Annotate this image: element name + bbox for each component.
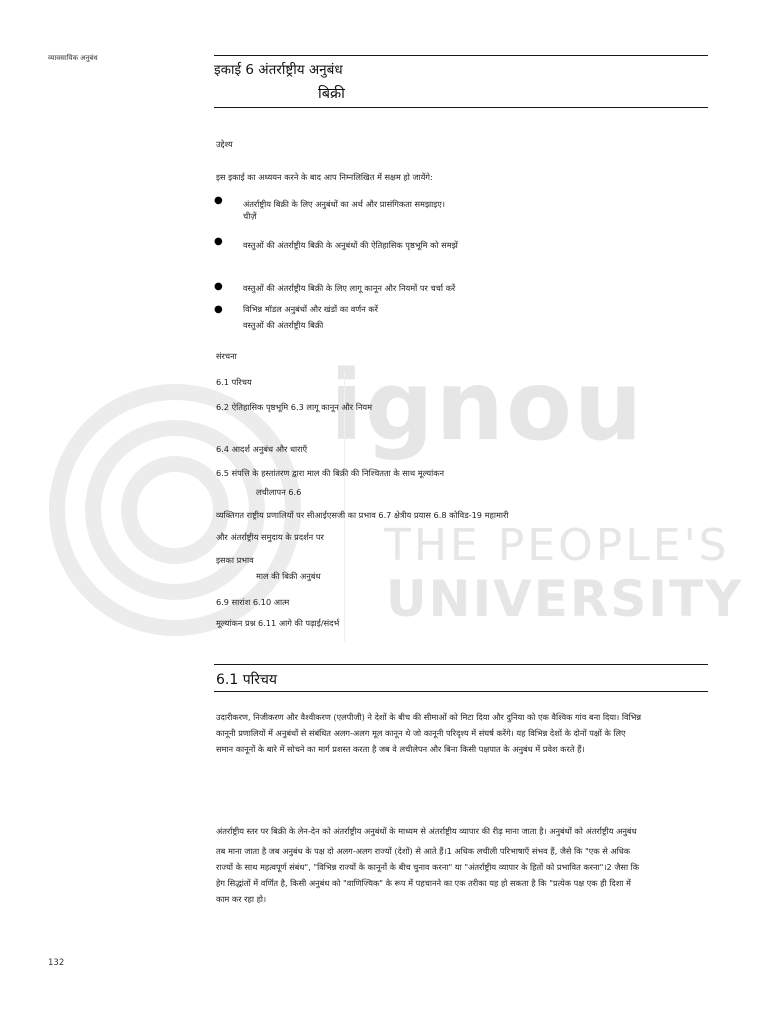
paragraph-line: तब माना जाता है जब अनुबंध के पक्ष दो अलग-अलग राज्यों (देशों) से आते हैं।1 अधिक लचीली परिभाषाएँ संभव हैं, जैसे कि "एक से अधिक [216,846,631,856]
page-number: 132 [48,958,65,968]
paragraph-line: राज्यों के साथ महत्वपूर्ण संबंध", "विभिन्न राज्यों के कानूनों के बीच चुनाव करना" या "अंतर्राष्ट्रीय व्यापार के हितों को प्रभावित करना"।2 जैसा कि [216,862,640,872]
paragraph-line: काम कर रहा हो। [216,894,267,904]
bullet-icon: ● [214,281,223,292]
watermark-peoples: THE PEOPLE'S [384,520,730,571]
structure-line: और अंतर्राष्ट्रीय समुदाय के प्रदर्शन पर [216,532,324,542]
section-title-rule [214,691,708,692]
unit-subtitle: बिक्री [318,86,345,102]
structure-line: लचीलापन 6.6 [256,487,302,497]
title-rule [214,107,708,108]
paragraph-line: उदारीकरण, निजीकरण और वैश्वीकरण (एलपीजी) ने देशों के बीच की सीमाओं को मिटा दिया और दुनिया को एक वैश्विक गांव बना दिया। विभिन्न [216,712,642,722]
structure-line: 6.1 परिचय [216,377,252,387]
objective-item [243,303,378,331]
objective-item [243,198,445,222]
objective-line: अंतर्राष्ट्रीय बिक्री के लिए अनुबंधों का अर्थ और प्रासंगिकता समझाइए। [243,199,445,209]
objective-line: विभिन्न मॉडल अनुबंधों और खंडों का वर्णन करें [243,304,378,314]
paragraph-line: समान कानूनों के बारे में सोचने का मार्ग प्रशस्त करता है जब वे लचीलेपन और बिना किसी पक्षपात के अनुबंध में प्रवेश करते हैं। [216,744,585,754]
bullet-icon: ● [214,195,223,206]
bullet-icon: ● [214,304,223,315]
structure-line: मूल्यांकन प्रश्न 6.11 आगे की पढ़ाई/संदर्भ [216,618,340,628]
paragraph-line: हेग सिद्धांतों में वर्णित है, किसी अनुबंध को "वाणिज्यिक" के रूप में पहचानने का एक तरीका यह हो सकता है कि "प्रत्येक पक्ष एक ही दिशा में [216,878,631,888]
objective-item [243,282,455,294]
objectives-intro: इस इकाई का अध्ययन करने के बाद आप निम्नलिखित में सक्षम हो जायेंगे: [216,172,433,182]
structure-line: व्यक्तिगत राष्ट्रीय प्रणालियों पर सीआईएसजी का प्रभाव 6.7 क्षेत्रीय प्रयास 6.8 कोविड-19 महामारी [216,510,509,520]
running-header: व्यावसायिक अनुबंध [48,54,98,62]
objective-line: वस्तुओं की अंतर्राष्ट्रीय बिक्री के लिए लागू कानून और नियमों पर चर्चा करें [243,283,456,293]
structure-line: 6.2 ऐतिहासिक पृष्ठभूमि 6.3 लागू कानून और नियम [216,402,373,412]
unit-title: इकाई 6 अंतर्राष्ट्रीय अनुबंध [214,62,343,78]
structure-line: 6.4 आदर्श अनुबंध और धाराएँ [216,444,308,454]
objectives-heading: उद्देश्य [216,139,233,149]
top-rule [214,55,708,56]
objective-line: वस्तुओं की अंतर्राष्ट्रीय बिक्री के अनुबंधों की ऐतिहासिक पृष्ठभूमि को समझें [243,240,458,250]
structure-line: 6.5 संपत्ति के हस्तांतरण द्वारा माल की बिक्री की निश्चितता के साथ मूल्यांकन [216,468,445,478]
structure-line: 6.9 सारांश 6.10 आत्म [216,597,290,607]
section-title: 6.1 परिचय [216,672,278,688]
intro-paragraph-2 [216,823,706,907]
paragraph-line: अंतर्राष्ट्रीय स्तर पर बिक्री के लेन-देन को अंतर्राष्ट्रीय अनुबंधों के माध्यम से अंतर्राष्ट्रीय व्यापार की रीढ़ माना जाता है। अनुबंधों को अंतर्राष्ट्रीय अनुबंध [216,826,637,836]
objective-line: वस्तुओं की अंतर्राष्ट्रीय बिक्री [243,320,324,330]
structure-line: इसका प्रभाव [216,555,254,565]
structure-line: माल की बिक्री अनुबंध [256,571,321,581]
watermark-university: UNIVERSITY [386,570,744,628]
bullet-icon: ● [214,236,223,247]
intro-paragraph-1 [216,709,706,757]
watermark-ignou: ignou [330,350,645,462]
structure-heading: संरचना [216,351,237,361]
paragraph-line: कानूनी प्रणालियों में अनुबंधों से संबंधित अलग-अलग मूल कानून थे जो कानूनी परिदृश्य में संघर्ष करेंगे। यह विभिन्न देशों के दोनों पक्षों के लिए [216,728,626,738]
objective-item [243,239,458,251]
objective-line: चीज़ें [243,211,257,221]
section-rule [214,664,708,665]
